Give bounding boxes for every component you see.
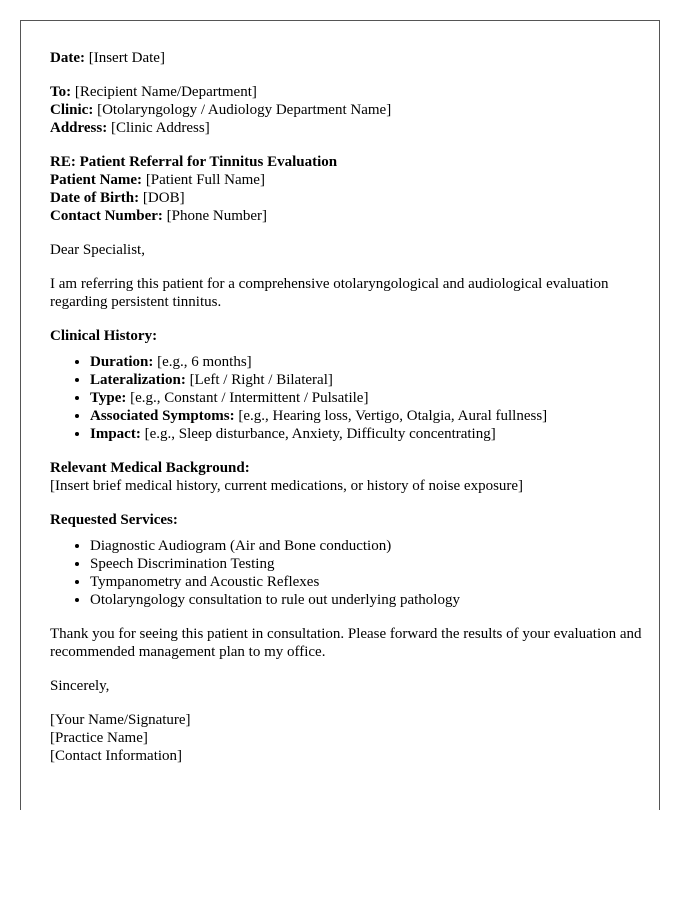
signature-name: [Your Name/Signature] xyxy=(50,712,191,728)
list-item xyxy=(90,407,659,425)
requested-services-list xyxy=(50,537,659,609)
patient-name-value: [Patient Full Name] xyxy=(142,172,265,188)
history-item-value: [e.g., Constant / Intermittent / Pulsatile] xyxy=(126,390,369,406)
to-line xyxy=(50,83,659,101)
address-label: Address: xyxy=(50,120,108,136)
clinic-line xyxy=(50,101,659,119)
history-item-value: [Left / Right / Bilateral] xyxy=(185,372,333,388)
signature-contact: [Contact Information] xyxy=(50,748,183,764)
list-item: • Speech Discrimination Testing xyxy=(90,555,659,573)
history-item-label: Impact: xyxy=(90,426,141,442)
contact-number-label: Contact Number: xyxy=(50,208,163,224)
intro-paragraph: I am referring this patient for a comprehensive otolaryngological and audiological evaluation regarding persistent tinnitus. xyxy=(50,276,609,310)
patient-name-label: Patient Name: xyxy=(50,172,143,188)
address-value: [Clinic Address] xyxy=(107,120,210,136)
contact-number-line xyxy=(50,207,659,225)
date-value: [Insert Date] xyxy=(84,50,165,66)
signature-block xyxy=(50,711,659,765)
closing-paragraph: Thank you for seeing this patient in consultation. Please forward the results of your evaluation and recommended management plan to my office. xyxy=(50,626,642,660)
history-item-label: Duration: xyxy=(90,354,154,370)
clinic-value: [Otolaryngology / Audiology Department Name] xyxy=(93,102,392,118)
salutation: Dear Specialist, xyxy=(50,242,145,258)
reference-block xyxy=(50,153,659,225)
dob-label: Date of Birth: xyxy=(50,190,140,206)
to-label: To: xyxy=(50,84,72,100)
to-value: [Recipient Name/Department] xyxy=(71,84,257,100)
re-line: RE: Patient Referral for Tinnitus Evaluation xyxy=(50,154,338,170)
history-item-label: Lateralization: xyxy=(90,372,186,388)
medical-background-block xyxy=(50,459,659,495)
date-label: Date: xyxy=(50,50,85,66)
medical-background-heading: Relevant Medical Background: xyxy=(50,460,250,476)
list-item xyxy=(90,353,659,371)
signature-practice: [Practice Name] xyxy=(50,730,148,746)
list-item xyxy=(90,425,659,443)
letter-page xyxy=(20,20,660,810)
requested-services-heading: Requested Services: xyxy=(50,512,178,528)
patient-name-line xyxy=(50,171,659,189)
clinical-history-heading: Clinical History: xyxy=(50,328,158,344)
history-item-label: Associated Symptoms: xyxy=(90,408,235,424)
list-item xyxy=(90,371,659,389)
list-item: • Tympanometry and Acoustic Reflexes xyxy=(90,573,659,591)
date-line xyxy=(50,49,659,67)
dob-line xyxy=(50,189,659,207)
history-item-value: [e.g., Hearing loss, Vertigo, Otalgia, Aural fullness] xyxy=(234,408,548,424)
clinical-history-list xyxy=(50,353,659,443)
history-item-value: [e.g., 6 months] xyxy=(153,354,252,370)
medical-background-text: [Insert brief medical history, current medications, or history of noise exposure] xyxy=(50,478,524,494)
dob-value: [DOB] xyxy=(139,190,185,206)
history-item-label: Type: xyxy=(90,390,127,406)
list-item: • Otolaryngology consultation to rule out underlying pathology xyxy=(90,591,659,609)
signoff: Sincerely, xyxy=(50,678,110,694)
list-item: • Diagnostic Audiogram (Air and Bone conduction) xyxy=(90,537,659,555)
recipient-block xyxy=(50,83,659,137)
list-item xyxy=(90,389,659,407)
contact-number-value: [Phone Number] xyxy=(162,208,268,224)
history-item-value: [e.g., Sleep disturbance, Anxiety, Difficulty concentrating] xyxy=(140,426,496,442)
address-line xyxy=(50,119,659,137)
clinic-label: Clinic: xyxy=(50,102,94,118)
